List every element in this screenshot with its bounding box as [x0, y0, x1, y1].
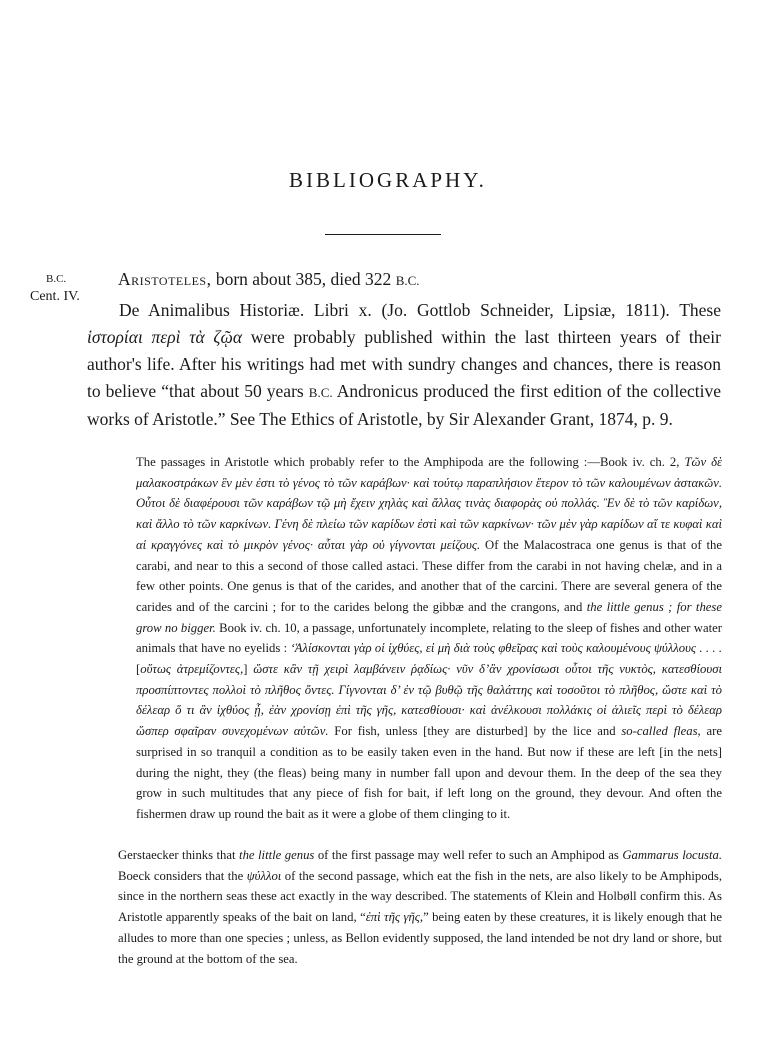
- note-italic: so-called fleas,: [621, 724, 701, 739]
- entry-heading: [118, 269, 420, 290]
- note-text: are surprised in so tranquil a condition as to be easily taken even in the hand. But now if these are left [in the nets] during the night, they (the fleas) being many in number fall upon and devour them. In the deep of the sea they grow in such multitudes that any piece of fish for bait, if left long on the ground, they devour. And often the fishermen draw up round the bait as it were a globe of them clinging to it.: [136, 724, 722, 821]
- note-text: The passages in Aristotle which probably refer to the Amphipoda are the following :—Book iv. ch. 2,: [136, 455, 685, 469]
- entry-text: Andronicus produced the first edition of the collective works of Aristotle.” See The Ethics of Aristotle, by Sir Alexander Grant, 1874, p. 9.: [87, 381, 722, 429]
- entry-era: B.C.: [308, 385, 333, 400]
- entry-author: Aristoteles,: [118, 269, 212, 289]
- note-greek: ὥστε κἂν τῇ χειρὶ λαμβάνειν ῥᾳδίως· νῦν δ’ἂν χρονίσωσι οὗτοι τῆς νυκτὸς, κατεσθίουσι προσπίπτοντες πολλοὶ τὸ πλῆθος ὄντες. Γίγνονται δ’ ἐν τῷ βυθῷ τῆς θαλάττης καὶ τοσοῦτοι τὸ πλῆθος, ὥστε καὶ τὸ δέλεαρ ὅ τι ἂν ἰχθύος ᾖ, ἐὰν χρονίσῃ ἐπὶ τῆς γῆς, κατεσθίουσι· καὶ ἀνέλκουσι πολλάκις οἱ ἁλιεῖς περὶ τὸ δέλεαρ ὥσπερ σφαῖραν συνεχομένων αὐτῶν.: [136, 662, 722, 739]
- entry-greek: ἱστορίαι περὶ τὰ ζῷα: [87, 327, 243, 347]
- note-italic: the little genus ; for these grow no bigger.: [136, 599, 722, 635]
- title-rule: [325, 234, 441, 235]
- note-text: Book iv. ch. 10, a passage, unfortunately incomplete, relating to the sleep of fishes and other water animals that have no eyelids :: [136, 620, 722, 656]
- note-italic: the little genus: [239, 848, 315, 862]
- note-greek: οὕτως ἀτρεμίζοντες,: [140, 662, 244, 677]
- footnote-passages: [136, 452, 722, 825]
- note-text: [: [136, 662, 141, 677]
- note-text: ]: [243, 662, 254, 677]
- note-text: For fish, unless [they are disturbed] by the lice and: [328, 724, 622, 739]
- entry-dates: born about 385, died 322: [211, 269, 396, 289]
- note-italic: Gammarus locusta.: [622, 848, 723, 862]
- note-greek: ἐπὶ τῆς γῆς,: [365, 910, 424, 925]
- margin-century: Cent. IV.: [30, 289, 80, 304]
- note-greek: Τῶν δὲ μαλακοστράκων ἓν μὲν ἐστι τὸ γένος τὸ τῶν καράβων· καὶ τούτῳ παραπλήσιον ἕτερον τὸ τῶν καλουμένων ἀστακῶν. Οὗτοι δὲ διαφέρουσι τῶν καράβων τῷ μὴ ἔχειν χηλὰς καὶ ἄλλας τινὰς διαφορὰς οὐ πολλάς. Ἓν δὲ τὸ τῶν καρίδων, καὶ ἄλλο τὸ τῶν καρκίνων. Γένη δὲ πλείω τῶν καρίδων ἐστὶ καὶ τῶν καρκίνων· τῶν μὲν γὰρ καρίδων αἵ τε κυφαὶ καὶ αἱ κραγγόνες καὶ τὸ μικρὸν γένος· αὗται γὰρ οὐ γίγνονται μείζους.: [136, 455, 722, 552]
- note-greek: ‘Ἁλίσκονται γὰρ οἱ ἰχθύες, εἰ μὴ διὰ τοὺς φθεῖρας καὶ τοὺς καλουμένους ψύλλους . . . .: [290, 641, 723, 656]
- note-text: Boeck considers that the: [118, 868, 247, 883]
- entry-work-title: De Animalibus Historiæ. Libri x. (Jo. Gottlob Schneider, Lipsiæ, 1811).: [119, 300, 670, 320]
- footnote-commentary: [118, 845, 722, 969]
- margin-note: [30, 270, 80, 305]
- entry-text: were probably published within the last thirteen years of their author's life. After his writings had met with sundry changes and chances, there is reason to believe “that about 50 years: [87, 327, 721, 401]
- note-text: of the first passage may well refer to such an Amphipod as: [314, 848, 623, 862]
- note-text: Gerstaecker thinks that: [118, 848, 240, 862]
- note-text: of the second passage, which eat the fish in the nets, are also likely to be Amphipods, since in the northern seas these act exactly in the way described. The statements of Klein and Holbøll confirm this. As Aristotle apparently speaks of the bait on land, “: [118, 868, 722, 925]
- page-title: BIBLIOGRAPHY.: [289, 168, 487, 192]
- note-greek: ψύλλοι: [246, 868, 282, 883]
- note-text: Of the Malacostraca one genus is that of the carabi, and near to this a second of those called astaci. These differ from the carabi in not having chelæ, and in a few other points. One genus is that of the carides, and another that of the carcini. There are several genera of the carides and of the carcini ; for to the carides belong the gibbæ and the crangons, and: [136, 537, 722, 614]
- margin-era: B.C.: [46, 273, 67, 285]
- entry-text: These: [679, 300, 721, 320]
- entry-body: [87, 297, 721, 433]
- entry-dates-era: B.C.: [395, 273, 420, 288]
- note-text: ” being eaten by these creatures, it is likely enough that he alludes to more than one species ; unless, as Bellon evidently supposed, the land intended be not dry land or shore, but the ground at the bottom of the sea.: [118, 910, 722, 966]
